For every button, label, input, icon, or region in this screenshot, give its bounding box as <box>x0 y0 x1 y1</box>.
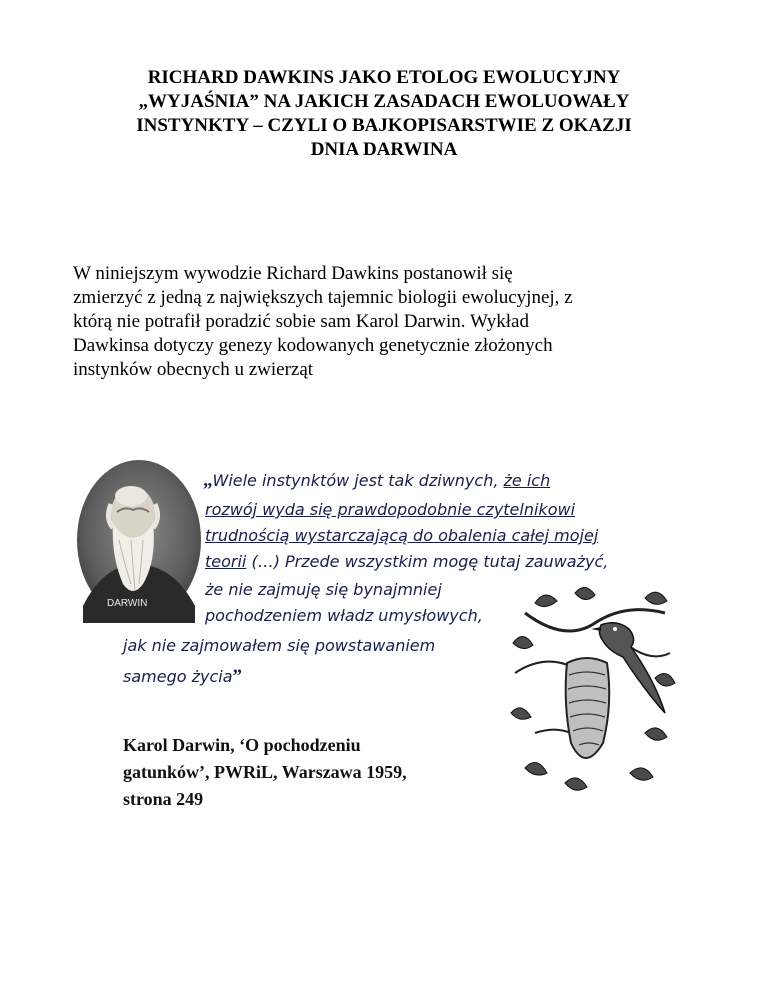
intro-line: którą nie potrafił poradzić sobie sam Karol Darwin. Wykład <box>73 311 529 332</box>
title-line: RICHARD DAWKINS JAKO ETOLOG EWOLUCYJNY <box>147 67 621 88</box>
quote-text: teorii <box>205 552 247 571</box>
quote-block <box>203 468 550 494</box>
quote-text: rozwój wyda się prawdopodobnie czytelnikowi <box>205 500 576 519</box>
quote-text: że ich <box>503 471 551 490</box>
citation-line: Karol Darwin, ‘O pochodzeniu <box>123 735 361 755</box>
quote-text: pochodzeniem władz umysłowych, <box>205 606 483 625</box>
darwin-portrait-image <box>73 456 204 623</box>
intro-line: zmierzyć z jedną z największych tajemnic biologii ewolucyjnej, z <box>73 287 573 308</box>
quote-text: że nie zajmuję się bynajmniej <box>205 580 442 599</box>
citation-line: gatunków’, PWRiL, Warszawa 1959, <box>123 762 407 782</box>
quote-line <box>205 549 608 575</box>
quote-text: jak nie zajmowałem się powstawaniem <box>123 636 436 655</box>
portrait-caption: DARWIN <box>107 598 148 609</box>
title-line: DNIA DARWINA <box>310 139 458 160</box>
quote-text: trudnością wystarczającą do obalenia całej mojej <box>205 526 599 545</box>
document-title <box>60 66 708 162</box>
title-line: „WYJAŚNIA” NA JAKICH ZASADACH EWOLUOWAŁY <box>138 91 630 112</box>
intro-line: W niniejszym wywodzie Richard Dawkins postanowił się <box>73 263 513 284</box>
quote-line <box>123 633 435 659</box>
intro-line: Dawkinsa dotyczy genezy kodowanych genetycznie złożonych <box>73 335 553 356</box>
intro-line: instynków obecnych u zwierząt <box>73 359 314 380</box>
opening-quote-mark: „ <box>203 470 213 491</box>
intro-paragraph <box>73 262 703 382</box>
quote-text: (…) Przede wszystkim mogę tutaj zauważyć, <box>246 552 609 571</box>
closing-quote-mark: ” <box>232 666 243 687</box>
quote-text: Wiele instynktów jest tak dziwnych, <box>212 471 504 490</box>
bird-nest-illustration <box>505 583 677 798</box>
quote-text: samego życia <box>123 667 233 686</box>
quote-line <box>205 497 575 523</box>
quote-line <box>205 523 598 549</box>
quote-line <box>205 603 483 629</box>
citation-line: strona 249 <box>123 789 204 809</box>
title-line: INSTYNKTY – CZYLI O BAJKOPISARSTWIE Z OKAZJI <box>136 115 632 136</box>
quote-line <box>123 664 242 690</box>
citation <box>123 732 407 813</box>
quote-line <box>205 577 442 603</box>
